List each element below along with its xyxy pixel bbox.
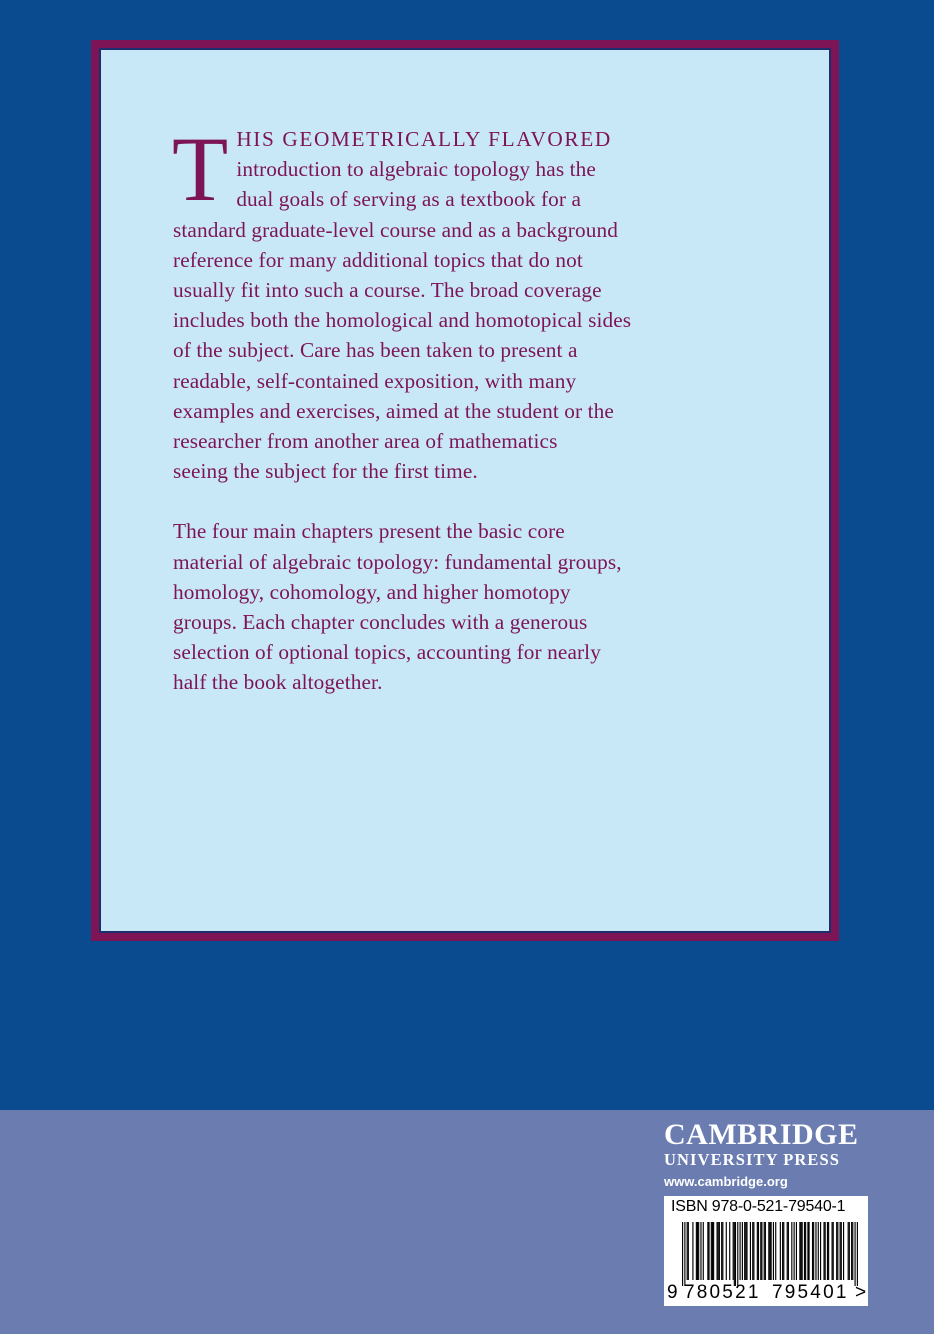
publisher-subname: UNIVERSITY PRESS (664, 1150, 841, 1169)
barcode-bar (696, 1222, 697, 1280)
barcode-bar (684, 1222, 685, 1286)
barcode-bar (780, 1222, 781, 1280)
barcode-bar (855, 1222, 856, 1286)
blurb-line: of the subject. Care has been taken to present a (173, 338, 578, 363)
barcode-bar (840, 1222, 841, 1280)
barcode-bar (815, 1222, 816, 1280)
barcode-bar (813, 1222, 814, 1280)
publisher-block (664, 1120, 874, 1194)
barcode-bar (698, 1222, 699, 1280)
barcode-bar (787, 1222, 788, 1280)
barcode-bar (828, 1222, 829, 1280)
barcode-bar (799, 1222, 800, 1280)
barcode-bar (843, 1222, 844, 1280)
barcode-bar (760, 1222, 761, 1280)
barcode-bar (827, 1222, 828, 1280)
barcode-bar (807, 1222, 808, 1280)
barcode-bar (800, 1222, 801, 1280)
barcode-bar (809, 1222, 810, 1280)
blurb-paragraph-1 (172, 118, 793, 486)
barcode-bar (712, 1222, 713, 1280)
barcode-bar (726, 1222, 727, 1280)
barcode-bar (688, 1222, 689, 1280)
barcode-bar (753, 1222, 754, 1280)
barcode-bar (718, 1222, 719, 1280)
blurb-line: dual goals of serving as a textbook for a (236, 187, 582, 212)
barcode-digits (664, 1282, 868, 1304)
barcode-bar (687, 1222, 688, 1280)
blurb-line: researcher from another area of mathematics (173, 429, 558, 454)
barcode-bar (782, 1222, 783, 1280)
publisher-name: CAMBRIDGE (664, 1118, 859, 1151)
barcode-bar (837, 1222, 838, 1280)
barcode-bar (745, 1222, 746, 1280)
barcode-bar (700, 1222, 701, 1280)
isbn-label: ISBN 978-0-521-79540-1 (671, 1198, 846, 1215)
barcode-bar (851, 1222, 852, 1280)
barcode-bar (849, 1222, 850, 1280)
blurb-line: readable, self-contained exposition, with many (173, 368, 577, 393)
barcode-bar (823, 1222, 824, 1280)
barcode-bar (692, 1222, 693, 1280)
barcode-bar (729, 1222, 730, 1280)
barcode-bar (719, 1222, 720, 1280)
blurb-line: includes both the homological and homotopical sides (173, 308, 632, 333)
barcode-bar (744, 1222, 745, 1280)
barcode-bar (758, 1222, 759, 1280)
publisher-url: www.cambridge.org (664, 1174, 788, 1189)
barcode-digit-first: 9 (667, 1282, 678, 1303)
barcode-bar (805, 1222, 806, 1280)
blurb-line: material of algebraic topology: fundamental groups, (173, 549, 622, 574)
barcode-bar (734, 1222, 735, 1286)
barcode-bar (682, 1222, 683, 1286)
barcode-bar (746, 1222, 747, 1280)
barcode-bar (794, 1222, 795, 1280)
barcode-bar (788, 1222, 789, 1280)
blurb-line: HIS GEOMETRICALLY FLAVORED (236, 127, 612, 151)
blurb-paragraph-2 (173, 516, 793, 697)
barcode-bar (752, 1222, 753, 1280)
blurb-line: The four main chapters present the basic core (173, 519, 565, 544)
barcode-end-mark: > (855, 1282, 867, 1303)
barcode-bar (804, 1222, 805, 1280)
barcode-digits-left: 780521 (684, 1282, 761, 1303)
blurb-line: reference for many additional topics that do not (173, 247, 583, 272)
barcode-bar (848, 1222, 849, 1280)
blurb-line: groups. Each chapter concludes with a generous (173, 610, 588, 635)
barcode-digits-right: 795401 (772, 1282, 849, 1303)
blurb-line: examples and exercises, aimed at the student or the (173, 398, 614, 423)
barcode-bar (711, 1222, 712, 1280)
blurb-line: half the book altogether. (173, 670, 383, 695)
barcode-bar (737, 1222, 738, 1286)
barcode-bar (836, 1222, 837, 1280)
barcode-bar (832, 1222, 833, 1280)
blurb-line: standard graduate-level course and as a background (173, 217, 618, 242)
barcode-bar (765, 1222, 766, 1280)
barcode-bar (708, 1222, 709, 1280)
barcode-bar (796, 1222, 797, 1280)
barcode-bar (820, 1222, 821, 1280)
barcode-bar (825, 1222, 826, 1280)
barcode-bar (742, 1222, 743, 1280)
blurb-line: selection of optional topics, accounting for nearly (173, 640, 601, 665)
barcode-bar (857, 1222, 858, 1286)
barcode-bar (812, 1222, 813, 1280)
barcode-bar (740, 1222, 741, 1280)
barcode (664, 1196, 868, 1306)
barcode-bar (833, 1222, 834, 1280)
barcode-bar (713, 1222, 714, 1280)
barcode-bar (841, 1222, 842, 1280)
barcode-bar (757, 1222, 758, 1280)
barcode-bar (735, 1222, 736, 1286)
barcode-bar (769, 1222, 770, 1280)
blurb-line: homology, cohomology, and higher homotopy (173, 579, 571, 604)
barcode-bar (697, 1222, 698, 1280)
blurb-line: usually fit into such a course. The broad coverage (173, 278, 602, 303)
blurb-line: introduction to algebraic topology has the (236, 157, 596, 182)
barcode-bar (703, 1222, 704, 1280)
barcode-bar (750, 1222, 751, 1280)
barcode-bar (722, 1222, 723, 1280)
barcode-bar (773, 1222, 774, 1280)
barcode-bar (783, 1222, 784, 1280)
barcode-bar (761, 1222, 762, 1280)
barcode-bar (721, 1222, 722, 1280)
blurb-line: seeing the subject for the first time. (173, 459, 478, 484)
barcode-bar (707, 1222, 708, 1280)
barcode-bar (775, 1222, 776, 1280)
barcode-bar (818, 1222, 819, 1280)
barcode-bar (852, 1222, 853, 1280)
barcode-bar (768, 1222, 769, 1280)
drop-cap: T (172, 118, 229, 220)
barcode-bar (733, 1222, 734, 1280)
blurb-text (172, 118, 793, 698)
barcode-bar (771, 1222, 772, 1280)
barcode-bar (764, 1222, 765, 1280)
barcode-bar (717, 1222, 718, 1280)
barcode-bar (802, 1222, 803, 1280)
barcode-bar (791, 1222, 792, 1280)
